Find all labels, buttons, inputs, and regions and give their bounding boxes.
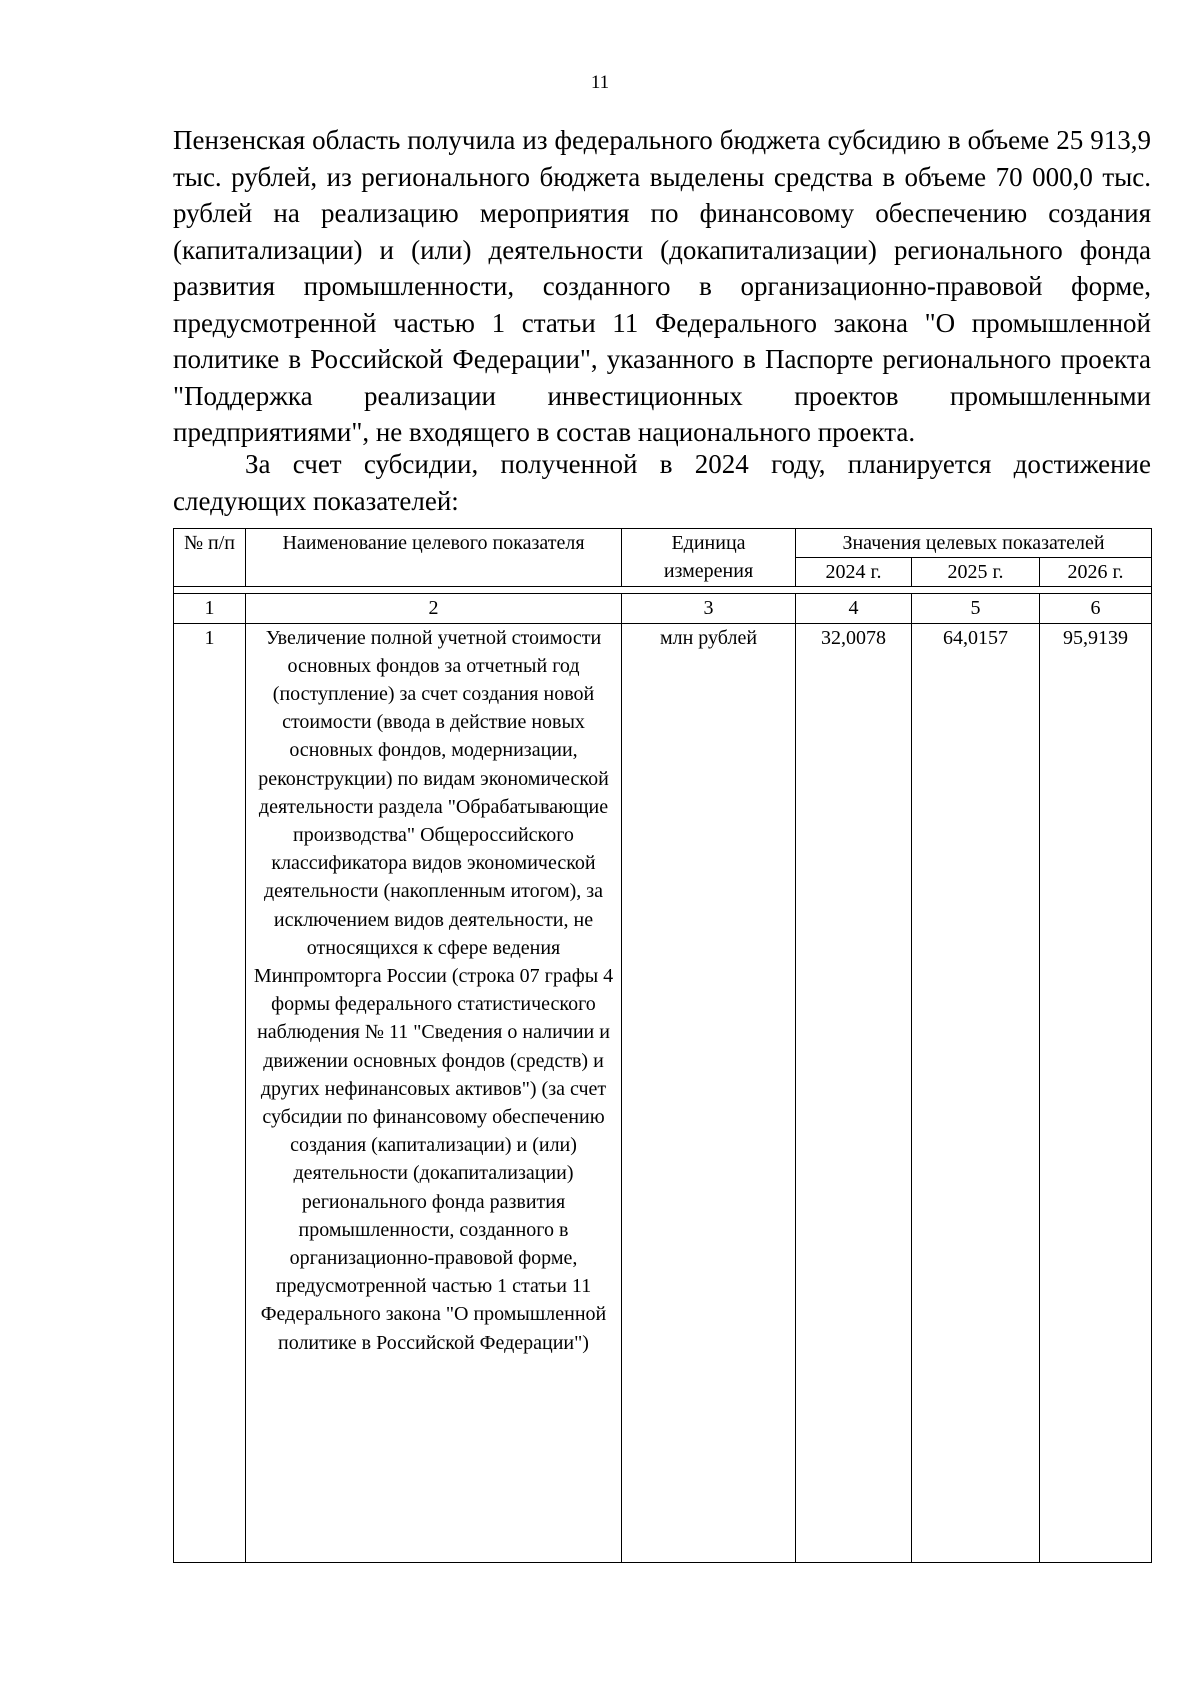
header-year-2025: 2025 г. bbox=[912, 558, 1040, 587]
column-number: 3 bbox=[622, 594, 796, 623]
page-number: 11 bbox=[590, 72, 610, 93]
column-number: 2 bbox=[246, 594, 622, 623]
column-numbers-row bbox=[174, 594, 1152, 623]
gap-cell bbox=[174, 587, 1152, 594]
indicators-table bbox=[173, 528, 1152, 1563]
row-num: 1 bbox=[174, 623, 246, 1562]
column-number: 1 bbox=[174, 594, 246, 623]
column-number: 5 bbox=[912, 594, 1040, 623]
row-unit: млн рублей bbox=[622, 623, 796, 1562]
column-number: 6 bbox=[1040, 594, 1152, 623]
header-year-2024: 2024 г. bbox=[796, 558, 912, 587]
paragraph-subsidy-info: Пензенская область получила из федерального бюджета субсидию в объеме 25 913,9 тыс. рублей, из регионального бюджета выделены средства в объеме 70 000,0 тыс. рублей на реализацию мероприятия по финансовому обеспечению создания (капитализации) и (или) деятельности (докапитализации) регионального фонда развития промышленности, созданного в организационно-правовой форме, предусмотренной частью 1 статьи 11 Федерального закона "О промышленной политике в Российской Федерации", указанного в Паспорте регионального проекта "Поддержка реализации инвестиционных проектов промышленными предприятиями", не входящего в состав национального проекта. bbox=[173, 125, 1151, 447]
header-name: Наименование целевого показателя bbox=[246, 529, 622, 587]
header-values-group: Значения целевых показателей bbox=[796, 529, 1152, 558]
row-value-2026: 95,9139 bbox=[1040, 623, 1152, 1562]
column-number: 4 bbox=[796, 594, 912, 623]
row-value-2024: 32,0078 bbox=[796, 623, 912, 1562]
header-unit: Единица измерения bbox=[622, 529, 796, 587]
paragraph-indicators-intro: За счет субсидии, полученной в 2024 году, планируется достижение следующих показателей: bbox=[173, 449, 1151, 516]
row-value-2025: 64,0157 bbox=[912, 623, 1040, 1562]
table-gap-row bbox=[174, 587, 1152, 594]
header-year-2026: 2026 г. bbox=[1040, 558, 1152, 587]
header-num: № п/п bbox=[174, 529, 246, 587]
table-header-row bbox=[174, 529, 1152, 558]
row-indicator-name: Увеличение полной учетной стоимости основных фондов за отчетный год (поступление) за счет создания новой стоимости (ввода в действие новых основных фондов, модернизации, реконструкции) по видам экономической деятельности раздела "Обрабатывающие производства" Общероссийского классификатора видов экономической деятельности (накопленным итогом), за исключением видов деятельности, не относящихся к сфере ведения Минпромторга России (строка 07 графы 4 формы федерального статистического наблюдения № 11 "Сведения о наличии и движении основных фондов (средств) и других нефинансовых активов") (за счет субсидии по финансовому обеспечению создания (капитализации) и (или) деятельности (докапитализации) регионального фонда развития промышленности, созданного в организационно-правовой форме, предусмотренной частью 1 статьи 11 Федерального закона "О промышленной политике в Российской Федерации") bbox=[246, 623, 622, 1562]
table-row bbox=[174, 623, 1152, 1562]
